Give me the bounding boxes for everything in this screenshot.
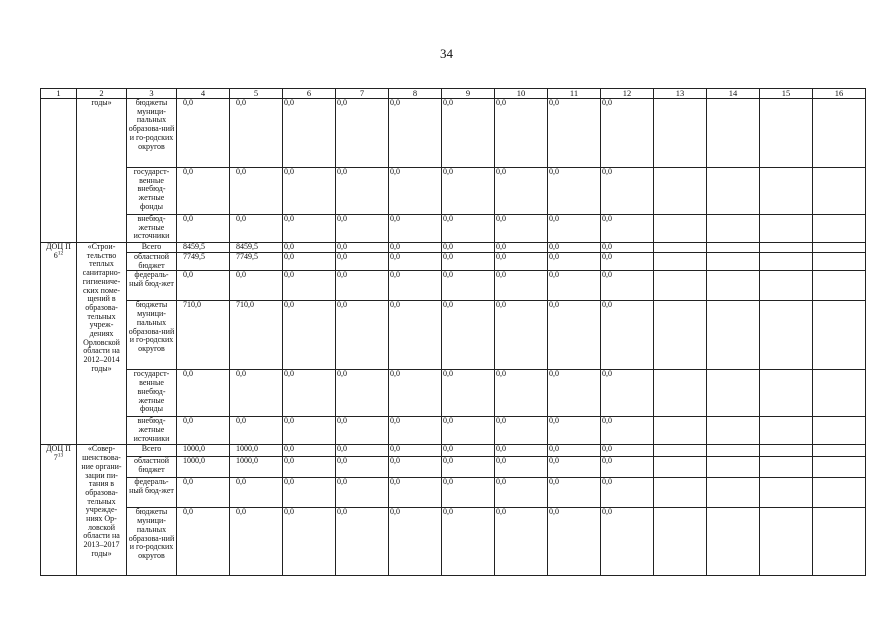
funding-source: внебюд-жетные источники bbox=[127, 417, 177, 445]
value-cell: 0,0 bbox=[601, 370, 654, 417]
value-cell: 0,0 bbox=[389, 457, 442, 478]
value-cell: 0,0 bbox=[389, 215, 442, 243]
empty-cell bbox=[707, 508, 760, 576]
table-row bbox=[41, 445, 866, 457]
empty-cell bbox=[760, 417, 813, 445]
value-cell: 0,0 bbox=[177, 168, 230, 215]
value-cell: 0,0 bbox=[389, 168, 442, 215]
empty-cell bbox=[813, 445, 866, 457]
program-code-cell bbox=[41, 99, 77, 243]
value-cell: 0,0 bbox=[495, 478, 548, 508]
value-cell: 0,0 bbox=[230, 417, 283, 445]
funding-source: бюджеты муници-пальных образова-ний и го-родских округов bbox=[127, 99, 177, 168]
value-cell: 0,0 bbox=[442, 370, 495, 417]
value-cell: 0,0 bbox=[495, 253, 548, 271]
empty-cell bbox=[760, 271, 813, 301]
value-cell: 0,0 bbox=[495, 301, 548, 370]
empty-cell bbox=[707, 301, 760, 370]
empty-cell bbox=[813, 243, 866, 253]
budget-table bbox=[40, 88, 866, 576]
table-row bbox=[41, 271, 866, 301]
value-cell: 0,0 bbox=[442, 508, 495, 576]
empty-cell bbox=[707, 370, 760, 417]
empty-cell bbox=[813, 508, 866, 576]
value-cell: 0,0 bbox=[336, 243, 389, 253]
value-cell: 0,0 bbox=[601, 301, 654, 370]
value-cell: 0,0 bbox=[601, 253, 654, 271]
value-cell: 0,0 bbox=[601, 271, 654, 301]
value-cell: 0,0 bbox=[442, 168, 495, 215]
empty-cell bbox=[813, 253, 866, 271]
value-cell: 0,0 bbox=[389, 301, 442, 370]
empty-cell bbox=[654, 445, 707, 457]
value-cell: 0,0 bbox=[548, 417, 601, 445]
value-cell: 0,0 bbox=[548, 253, 601, 271]
value-cell: 0,0 bbox=[442, 243, 495, 253]
column-header: 16 bbox=[813, 89, 866, 99]
value-cell: 0,0 bbox=[177, 215, 230, 243]
value-cell: 0,0 bbox=[177, 370, 230, 417]
column-header: 6 bbox=[283, 89, 336, 99]
empty-cell bbox=[813, 457, 866, 478]
value-cell: 0,0 bbox=[283, 445, 336, 457]
table-row bbox=[41, 215, 866, 243]
program-name: «Строи-тельство теплых санитарно-гигиениче-ских поме-щений в образова-тельных учреж-дениях Орловской области на 2012–2014 годы» bbox=[82, 242, 121, 373]
empty-cell bbox=[813, 99, 866, 168]
value-cell: 0,0 bbox=[336, 478, 389, 508]
program-code: ДОЦ П 7 bbox=[46, 444, 71, 463]
column-header: 1 bbox=[41, 89, 77, 99]
value-cell: 0,0 bbox=[336, 99, 389, 168]
empty-cell bbox=[654, 253, 707, 271]
column-header: 11 bbox=[548, 89, 601, 99]
value-cell: 0,0 bbox=[389, 508, 442, 576]
value-cell: 0,0 bbox=[177, 417, 230, 445]
program-code-footnote: 13 bbox=[57, 452, 64, 459]
program-code-cell bbox=[41, 445, 77, 576]
value-cell: 1000,0 bbox=[230, 457, 283, 478]
value-cell: 0,0 bbox=[283, 370, 336, 417]
value-cell: 0,0 bbox=[389, 243, 442, 253]
value-cell: 0,0 bbox=[389, 271, 442, 301]
header-row bbox=[41, 89, 866, 99]
table-row bbox=[41, 508, 866, 576]
empty-cell bbox=[654, 168, 707, 215]
value-cell: 0,0 bbox=[283, 99, 336, 168]
value-cell: 0,0 bbox=[177, 271, 230, 301]
value-cell: 0,0 bbox=[283, 417, 336, 445]
empty-cell bbox=[760, 253, 813, 271]
table-row bbox=[41, 243, 866, 253]
empty-cell bbox=[654, 215, 707, 243]
column-header: 14 bbox=[707, 89, 760, 99]
empty-cell bbox=[813, 168, 866, 215]
empty-cell bbox=[760, 243, 813, 253]
value-cell: 0,0 bbox=[283, 215, 336, 243]
empty-cell bbox=[760, 215, 813, 243]
value-cell: 0,0 bbox=[601, 215, 654, 243]
program-name-cell bbox=[77, 243, 127, 445]
value-cell: 0,0 bbox=[230, 168, 283, 215]
empty-cell bbox=[707, 417, 760, 445]
value-cell: 0,0 bbox=[336, 168, 389, 215]
value-cell: 0,0 bbox=[495, 215, 548, 243]
value-cell: 0,0 bbox=[336, 417, 389, 445]
value-cell: 0,0 bbox=[283, 271, 336, 301]
value-cell: 0,0 bbox=[601, 508, 654, 576]
empty-cell bbox=[654, 457, 707, 478]
value-cell: 0,0 bbox=[548, 370, 601, 417]
value-cell: 0,0 bbox=[336, 271, 389, 301]
value-cell: 0,0 bbox=[336, 508, 389, 576]
program-name: годы» bbox=[91, 98, 112, 107]
column-header: 5 bbox=[230, 89, 283, 99]
value-cell: 0,0 bbox=[442, 478, 495, 508]
column-header: 9 bbox=[442, 89, 495, 99]
value-cell: 710,0 bbox=[177, 301, 230, 370]
program-name: «Совер-шенствова-ние органи-зации пи-тания в образова-тельных учрежде-ниях Ор-ловской области на 2013–2017 годы» bbox=[81, 444, 122, 558]
value-cell: 0,0 bbox=[283, 508, 336, 576]
value-cell: 0,0 bbox=[495, 457, 548, 478]
value-cell: 0,0 bbox=[389, 253, 442, 271]
funding-source: Всего bbox=[127, 445, 177, 457]
value-cell: 0,0 bbox=[336, 370, 389, 417]
empty-cell bbox=[813, 271, 866, 301]
empty-cell bbox=[654, 370, 707, 417]
program-code-footnote: 12 bbox=[57, 250, 64, 257]
empty-cell bbox=[760, 370, 813, 417]
value-cell: 0,0 bbox=[495, 417, 548, 445]
column-header: 7 bbox=[336, 89, 389, 99]
funding-source: федераль-ный бюд-жет bbox=[127, 478, 177, 508]
value-cell: 0,0 bbox=[548, 301, 601, 370]
value-cell: 0,0 bbox=[389, 99, 442, 168]
column-header: 4 bbox=[177, 89, 230, 99]
value-cell: 0,0 bbox=[601, 243, 654, 253]
empty-cell bbox=[813, 370, 866, 417]
value-cell: 8459,5 bbox=[230, 243, 283, 253]
table-row bbox=[41, 457, 866, 478]
page-number: 34 bbox=[440, 46, 453, 61]
funding-source: Всего bbox=[127, 243, 177, 253]
value-cell: 0,0 bbox=[601, 99, 654, 168]
value-cell: 0,0 bbox=[548, 508, 601, 576]
empty-cell bbox=[760, 457, 813, 478]
column-header: 10 bbox=[495, 89, 548, 99]
value-cell: 0,0 bbox=[548, 99, 601, 168]
value-cell: 0,0 bbox=[495, 168, 548, 215]
empty-cell bbox=[760, 445, 813, 457]
value-cell: 1000,0 bbox=[230, 445, 283, 457]
value-cell: 0,0 bbox=[336, 445, 389, 457]
value-cell: 0,0 bbox=[389, 417, 442, 445]
value-cell: 0,0 bbox=[177, 99, 230, 168]
empty-cell bbox=[760, 99, 813, 168]
empty-cell bbox=[707, 99, 760, 168]
value-cell: 0,0 bbox=[336, 215, 389, 243]
column-header: 13 bbox=[654, 89, 707, 99]
value-cell: 0,0 bbox=[230, 370, 283, 417]
empty-cell bbox=[707, 215, 760, 243]
empty-cell bbox=[813, 301, 866, 370]
value-cell: 0,0 bbox=[283, 478, 336, 508]
funding-source: бюджеты муници-пальных образова-ний и го-родских округов bbox=[127, 508, 177, 576]
table-row bbox=[41, 478, 866, 508]
value-cell: 0,0 bbox=[548, 457, 601, 478]
empty-cell bbox=[760, 168, 813, 215]
column-header: 2 bbox=[77, 89, 127, 99]
value-cell: 0,0 bbox=[442, 457, 495, 478]
value-cell: 0,0 bbox=[283, 253, 336, 271]
value-cell: 0,0 bbox=[442, 301, 495, 370]
value-cell: 7749,5 bbox=[177, 253, 230, 271]
value-cell: 0,0 bbox=[336, 253, 389, 271]
program-name-cell bbox=[77, 445, 127, 576]
funding-source: бюджеты муници-пальных образова-ний и го-родских округов bbox=[127, 301, 177, 370]
value-cell: 7749,5 bbox=[230, 253, 283, 271]
value-cell: 0,0 bbox=[336, 457, 389, 478]
program-code: ДОЦ П 6 bbox=[46, 242, 71, 260]
value-cell: 0,0 bbox=[283, 243, 336, 253]
column-header: 3 bbox=[127, 89, 177, 99]
empty-cell bbox=[654, 271, 707, 301]
value-cell: 0,0 bbox=[601, 445, 654, 457]
column-header: 8 bbox=[389, 89, 442, 99]
value-cell: 0,0 bbox=[495, 271, 548, 301]
value-cell: 0,0 bbox=[283, 457, 336, 478]
empty-cell bbox=[707, 243, 760, 253]
value-cell: 0,0 bbox=[389, 445, 442, 457]
empty-cell bbox=[707, 445, 760, 457]
table-row bbox=[41, 301, 866, 370]
value-cell: 0,0 bbox=[389, 370, 442, 417]
value-cell: 0,0 bbox=[230, 508, 283, 576]
empty-cell bbox=[654, 417, 707, 445]
empty-cell bbox=[813, 215, 866, 243]
empty-cell bbox=[760, 301, 813, 370]
value-cell: 0,0 bbox=[495, 445, 548, 457]
value-cell: 0,0 bbox=[230, 478, 283, 508]
value-cell: 8459,5 bbox=[177, 243, 230, 253]
table-row bbox=[41, 99, 866, 168]
empty-cell bbox=[707, 168, 760, 215]
empty-cell bbox=[654, 508, 707, 576]
column-header: 15 bbox=[760, 89, 813, 99]
value-cell: 0,0 bbox=[601, 457, 654, 478]
value-cell: 0,0 bbox=[177, 478, 230, 508]
value-cell: 0,0 bbox=[283, 301, 336, 370]
program-code-cell bbox=[41, 243, 77, 445]
funding-source: государст-венные внебюд-жетные фонды bbox=[127, 168, 177, 215]
empty-cell bbox=[707, 457, 760, 478]
table-row bbox=[41, 370, 866, 417]
empty-cell bbox=[707, 253, 760, 271]
value-cell: 0,0 bbox=[495, 370, 548, 417]
value-cell: 0,0 bbox=[495, 243, 548, 253]
value-cell: 0,0 bbox=[548, 215, 601, 243]
value-cell: 0,0 bbox=[495, 508, 548, 576]
empty-cell bbox=[760, 508, 813, 576]
value-cell: 0,0 bbox=[442, 445, 495, 457]
value-cell: 0,0 bbox=[389, 478, 442, 508]
value-cell: 0,0 bbox=[442, 253, 495, 271]
empty-cell bbox=[654, 243, 707, 253]
empty-cell bbox=[707, 271, 760, 301]
value-cell: 0,0 bbox=[548, 445, 601, 457]
empty-cell bbox=[813, 417, 866, 445]
value-cell: 0,0 bbox=[601, 168, 654, 215]
empty-cell bbox=[654, 301, 707, 370]
value-cell: 0,0 bbox=[442, 99, 495, 168]
value-cell: 0,0 bbox=[495, 99, 548, 168]
value-cell: 0,0 bbox=[442, 271, 495, 301]
empty-cell bbox=[654, 478, 707, 508]
value-cell: 0,0 bbox=[548, 271, 601, 301]
funding-source: внебюд-жетные источники bbox=[127, 215, 177, 243]
table-row bbox=[41, 253, 866, 271]
table-row bbox=[41, 168, 866, 215]
value-cell: 0,0 bbox=[230, 99, 283, 168]
value-cell: 0,0 bbox=[548, 168, 601, 215]
value-cell: 0,0 bbox=[601, 417, 654, 445]
value-cell: 0,0 bbox=[283, 168, 336, 215]
value-cell: 0,0 bbox=[230, 215, 283, 243]
value-cell: 0,0 bbox=[177, 508, 230, 576]
value-cell: 1000,0 bbox=[177, 445, 230, 457]
value-cell: 0,0 bbox=[548, 243, 601, 253]
value-cell: 0,0 bbox=[230, 271, 283, 301]
table-row bbox=[41, 417, 866, 445]
funding-source: государст-венные внебюд-жетные фонды bbox=[127, 370, 177, 417]
empty-cell bbox=[813, 478, 866, 508]
value-cell: 0,0 bbox=[442, 417, 495, 445]
empty-cell bbox=[760, 478, 813, 508]
funding-source: федераль-ный бюд-жет bbox=[127, 271, 177, 301]
value-cell: 0,0 bbox=[336, 301, 389, 370]
value-cell: 1000,0 bbox=[177, 457, 230, 478]
column-header: 12 bbox=[601, 89, 654, 99]
value-cell: 0,0 bbox=[601, 478, 654, 508]
funding-source: областной бюджет bbox=[127, 253, 177, 271]
value-cell: 710,0 bbox=[230, 301, 283, 370]
value-cell: 0,0 bbox=[548, 478, 601, 508]
program-name-cell bbox=[77, 99, 127, 243]
funding-source: областной бюджет bbox=[127, 457, 177, 478]
empty-cell bbox=[707, 478, 760, 508]
empty-cell bbox=[654, 99, 707, 168]
value-cell: 0,0 bbox=[442, 215, 495, 243]
